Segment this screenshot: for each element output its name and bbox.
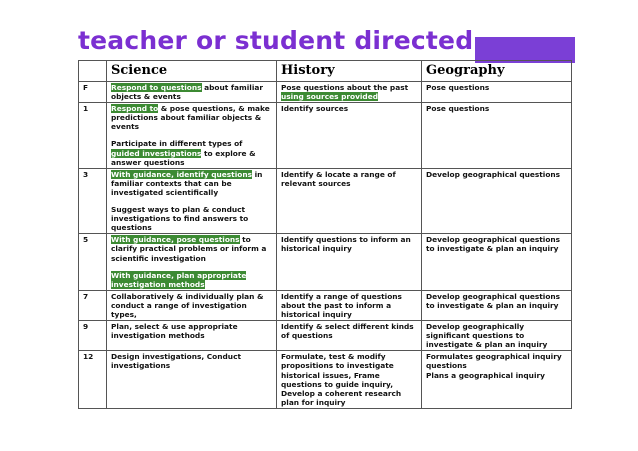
science-highlight: Respond to questions (111, 83, 202, 92)
geography-text: Develop geographical questions to investigate & plan an inquiry (426, 235, 561, 254)
science-paragraph (111, 292, 272, 319)
geography-cell (422, 82, 572, 103)
geography-text: Develop geographically significant questions to investigate & plan an inquiry (426, 322, 548, 350)
science-cell (107, 168, 277, 234)
history-paragraph (281, 292, 417, 319)
science-text: Suggest ways to plan & conduct investigations to find answers to questions (111, 205, 249, 233)
science-highlight: With guidance, pose questions (111, 235, 240, 245)
science-text: Design investigations, Conduct investigations (111, 352, 241, 371)
paragraph-gap (111, 197, 272, 205)
history-text: Identify a range of questions about the past to inform a historical inquiry (281, 291, 402, 319)
science-paragraph (111, 139, 272, 166)
level-cell: 12 (79, 351, 107, 409)
science-text: about familiar objects & events (111, 83, 263, 102)
table-row (79, 103, 572, 169)
geography-cell (422, 290, 572, 320)
science-paragraph (111, 205, 272, 232)
science-text: & pose questions, & make predictions about familiar objects & events (111, 104, 270, 132)
level-cell: 9 (79, 321, 107, 351)
geography-text: Plans a geographical inquiry (426, 370, 545, 380)
history-cell (277, 321, 422, 351)
level-cell: F (79, 82, 107, 103)
history-paragraph (281, 83, 417, 101)
science-paragraph (111, 322, 272, 340)
history-text: Identify sources (281, 104, 349, 114)
geography-text: Formulates geographical inquiry questions (426, 352, 562, 371)
geography-text: Pose questions (426, 83, 490, 92)
science-cell (107, 103, 277, 169)
history-paragraph (281, 352, 417, 407)
table-row (79, 82, 572, 103)
science-text: Plan, select & use appropriate investigation methods (111, 322, 238, 341)
science-text: to clarify practical problems or inform a scientific investigation (111, 235, 267, 263)
geography-cell (422, 351, 572, 409)
level-cell: 1 (79, 103, 107, 169)
header-level (79, 61, 107, 82)
science-cell (107, 290, 277, 320)
science-highlight: With guidance, plan appropriate investigation methods (111, 270, 247, 289)
history-cell (277, 351, 422, 409)
paragraph-gap (111, 131, 272, 139)
table-row (79, 290, 572, 320)
science-cell (107, 351, 277, 409)
science-paragraph (111, 352, 272, 370)
header-science: Science (107, 61, 277, 82)
level-cell: 5 (79, 234, 107, 290)
level-cell: 3 (79, 168, 107, 234)
geography-cell (422, 321, 572, 351)
history-text: Identify & locate a range of relevant sources (281, 169, 396, 188)
paragraph-gap (111, 263, 272, 271)
level-cell: 7 (79, 290, 107, 320)
table-row (79, 321, 572, 351)
science-cell (107, 82, 277, 103)
science-highlight: With guidance, identify questions (111, 169, 252, 179)
science-text: in familiar contexts that can be investigated scientifically (111, 169, 263, 197)
history-cell (277, 168, 422, 234)
geography-text: Develop geographical questions (426, 169, 561, 179)
science-paragraph (111, 170, 272, 197)
history-text: Identify & select different kinds of questions (281, 322, 414, 341)
history-cell (277, 234, 422, 290)
history-paragraph (281, 322, 417, 340)
science-text: Participate in different types of (111, 139, 243, 149)
history-cell (277, 103, 422, 169)
table-row (79, 168, 572, 234)
science-paragraph (111, 104, 272, 131)
history-text: Formulate, test & modify propositions to investigate historical issues, Frame questions to guide inquiry, Develop a coherent research plan for inquiry (281, 352, 402, 407)
science-highlight: guided investigations (111, 148, 202, 158)
science-cell (107, 321, 277, 351)
geography-cell (422, 168, 572, 234)
history-text: Pose questions about the past (281, 83, 409, 92)
science-paragraph (111, 271, 272, 289)
science-cell (107, 234, 277, 290)
history-cell (277, 290, 422, 320)
geography-text: Pose questions (426, 104, 490, 114)
history-highlight: using sources provided (281, 92, 379, 102)
table-row (79, 234, 572, 290)
table-header-row (79, 61, 572, 82)
history-cell (277, 82, 422, 103)
history-paragraph (281, 235, 417, 253)
science-paragraph (111, 235, 272, 262)
geography-cell (422, 103, 572, 169)
history-paragraph (281, 170, 417, 188)
slide-title: teacher or student directed (78, 26, 474, 55)
header-history: History (277, 61, 422, 82)
geography-text: Develop geographical questions to investigate & plan an inquiry (426, 291, 561, 310)
science-text: to explore & answer questions (111, 148, 256, 167)
history-paragraph (281, 104, 417, 113)
table-row (79, 351, 572, 409)
history-text: Identify questions to inform an historical inquiry (281, 235, 411, 254)
science-paragraph (111, 83, 272, 101)
science-highlight: Respond to (111, 104, 159, 114)
curriculum-table (78, 60, 572, 409)
geography-cell (422, 234, 572, 290)
header-geography: Geography (422, 61, 572, 82)
science-text: Collaboratively & individually plan & conduct a range of investigation types, (111, 291, 264, 319)
